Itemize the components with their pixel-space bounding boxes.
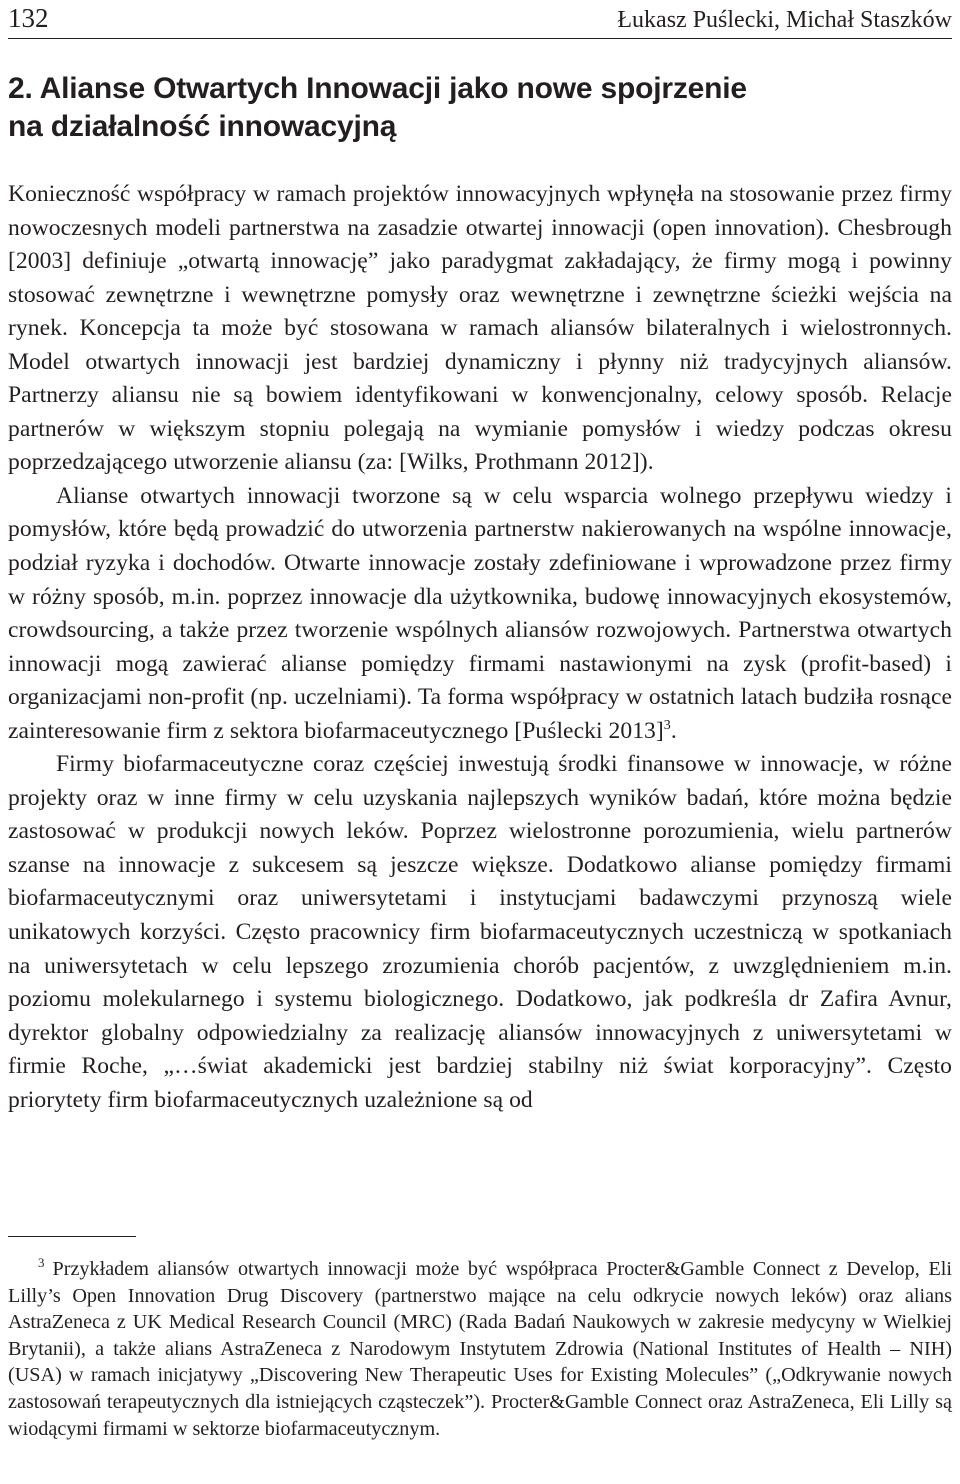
- footnote-text: Przykładem aliansów otwartych innowacji może być współpraca Procter&Gamble Connect z Develop, Eli Lilly’s Open Innovation Drug Discovery (partnerstwo mające na celu odkrycie nowych leków) oraz alians AstraZeneca z UK Medical Research Council (MRC) (Rada Badań Naukowych w zakresie medycyny w Wielkiej Brytanii), a także alians AstraZeneca z Narodowym Instytutem Zdrowia (National Institutes of Health – NIH) (USA) w ramach inicjatywy „Discovering New Therapeutic Uses for Existing Molecules” („Odkrywanie nowych zastosowań terapeutycznych dla istniejących cząsteczek”). Procter&Gamble Connect oraz AstraZeneca, Eli Lilly są wiodącymi firmami w sektorze biofarmaceutycznym.: [8, 1258, 952, 1440]
- page-header: [8, 0, 952, 39]
- section-heading: [8, 70, 948, 146]
- footnote: [8, 1256, 952, 1442]
- paragraph-2-end: .: [670, 717, 677, 744]
- body-text: [8, 178, 952, 1117]
- footnote-separator: [8, 1236, 136, 1237]
- section-heading-line-1: 2. Alianse Otwartych Innowacji jako nowe spojrzenie: [8, 72, 747, 105]
- paragraph-2-text: Alianse otwartych innowacji tworzone są w celu wsparcia wolnego przepływu wiedzy i pomysłów, które będą prowadzić do utworzenia partnerstw nakierowanych na wspólne innowacje, podział ryzyka i dochodów. Otwarte innowacje zostały zdefiniowane i wprowadzone przez firmy w różny sposób, m.in. poprzez innowacje dla użytkownika, budowę innowacyjnych ekosystemów, crowdsourcing, a także przez tworzenie wspólnych aliansów rozwojowych. Partnerstwa otwartych innowacji mogą zawierać alianse pomiędzy firmami nastawionymi na zysk (profit-based) i organizacjami non-profit (np. uczelniami). Ta forma współpracy w ostatnich latach budziła rosnące zainteresowanie firm z sektora biofarmaceutycznego [Puślecki 2013]: [8, 482, 952, 744]
- running-head-authors: Łukasz Puślecki, Michał Staszków: [617, 7, 952, 33]
- footnote-marker: 3: [38, 1255, 45, 1271]
- paragraph-3: Firmy biofarmaceutyczne coraz częściej inwestują środki finansowe w innowacje, w różne projekty oraz w inne firmy w celu uzyskania najlepszych wyników badań, które można będzie zastosować w produkcji nowych leków. Poprzez wielostronne porozumienia, wielu partnerów szanse na innowacje z sukcesem są jeszcze większe. Dodatkowo alianse pomiędzy firmami biofarmaceutycznymi oraz uniwersytetami i instytucjami badawczymi przynoszą wiele unikatowych korzyści. Często pracownicy firm biofarmaceutycznych uczestniczą w spotkaniach na uniwersytetach w celu lepszego zrozumienia chorób pacjentów, z uwzględnieniem m.in. poziomu molekularnego i systemu biologicznego. Dodatkowo, jak podkreśla dr Zafira Avnur, dyrektor globalny odpowiedzialny za realizację aliansów innowacyjnych z uniwersytetami w firmie Roche, „…świat akademicki jest bardziej stabilny niż świat korporacyjny”. Często priorytety firm biofarmaceutycznych uzależnione są od: [8, 751, 952, 1113]
- paragraph-2: [8, 480, 952, 748]
- footnote-reference: 3: [663, 717, 671, 733]
- footnote-paragraph: [8, 1256, 952, 1442]
- page-number: 132: [8, 3, 49, 33]
- paragraph-1: Konieczność współpracy w ramach projektów innowacyjnych wpłynęła na stosowanie przez firmy nowoczesnych modeli partnerstwa na zasadzie otwartej innowacji (open innovation). Chesbrough [2003] definiuje „otwartą innowację” jako paradygmat zakładający, że firmy mogą i powinny stosować zewnętrzne i wewnętrzne pomysły oraz wewnętrzne i zewnętrzne ścieżki wejścia na rynek. Koncepcja ta może być stosowana w ramach aliansów bilateralnych i wielostronnych. Model otwartych innowacji jest bardziej dynamiczny i płynny niż tradycyjnych aliansów. Partnerzy aliansu nie są bowiem identyfikowani w konwencjonalny, celowy sposób. Relacje partnerów w większym stopniu polegają na wymianie pomysłów i wiedzy podczas okresu poprzedzającego utworzenie aliansu (za: [Wilks, Prothmann 2012]).: [8, 181, 952, 476]
- section-heading-line-2: na działalność innowacyjną: [8, 110, 397, 143]
